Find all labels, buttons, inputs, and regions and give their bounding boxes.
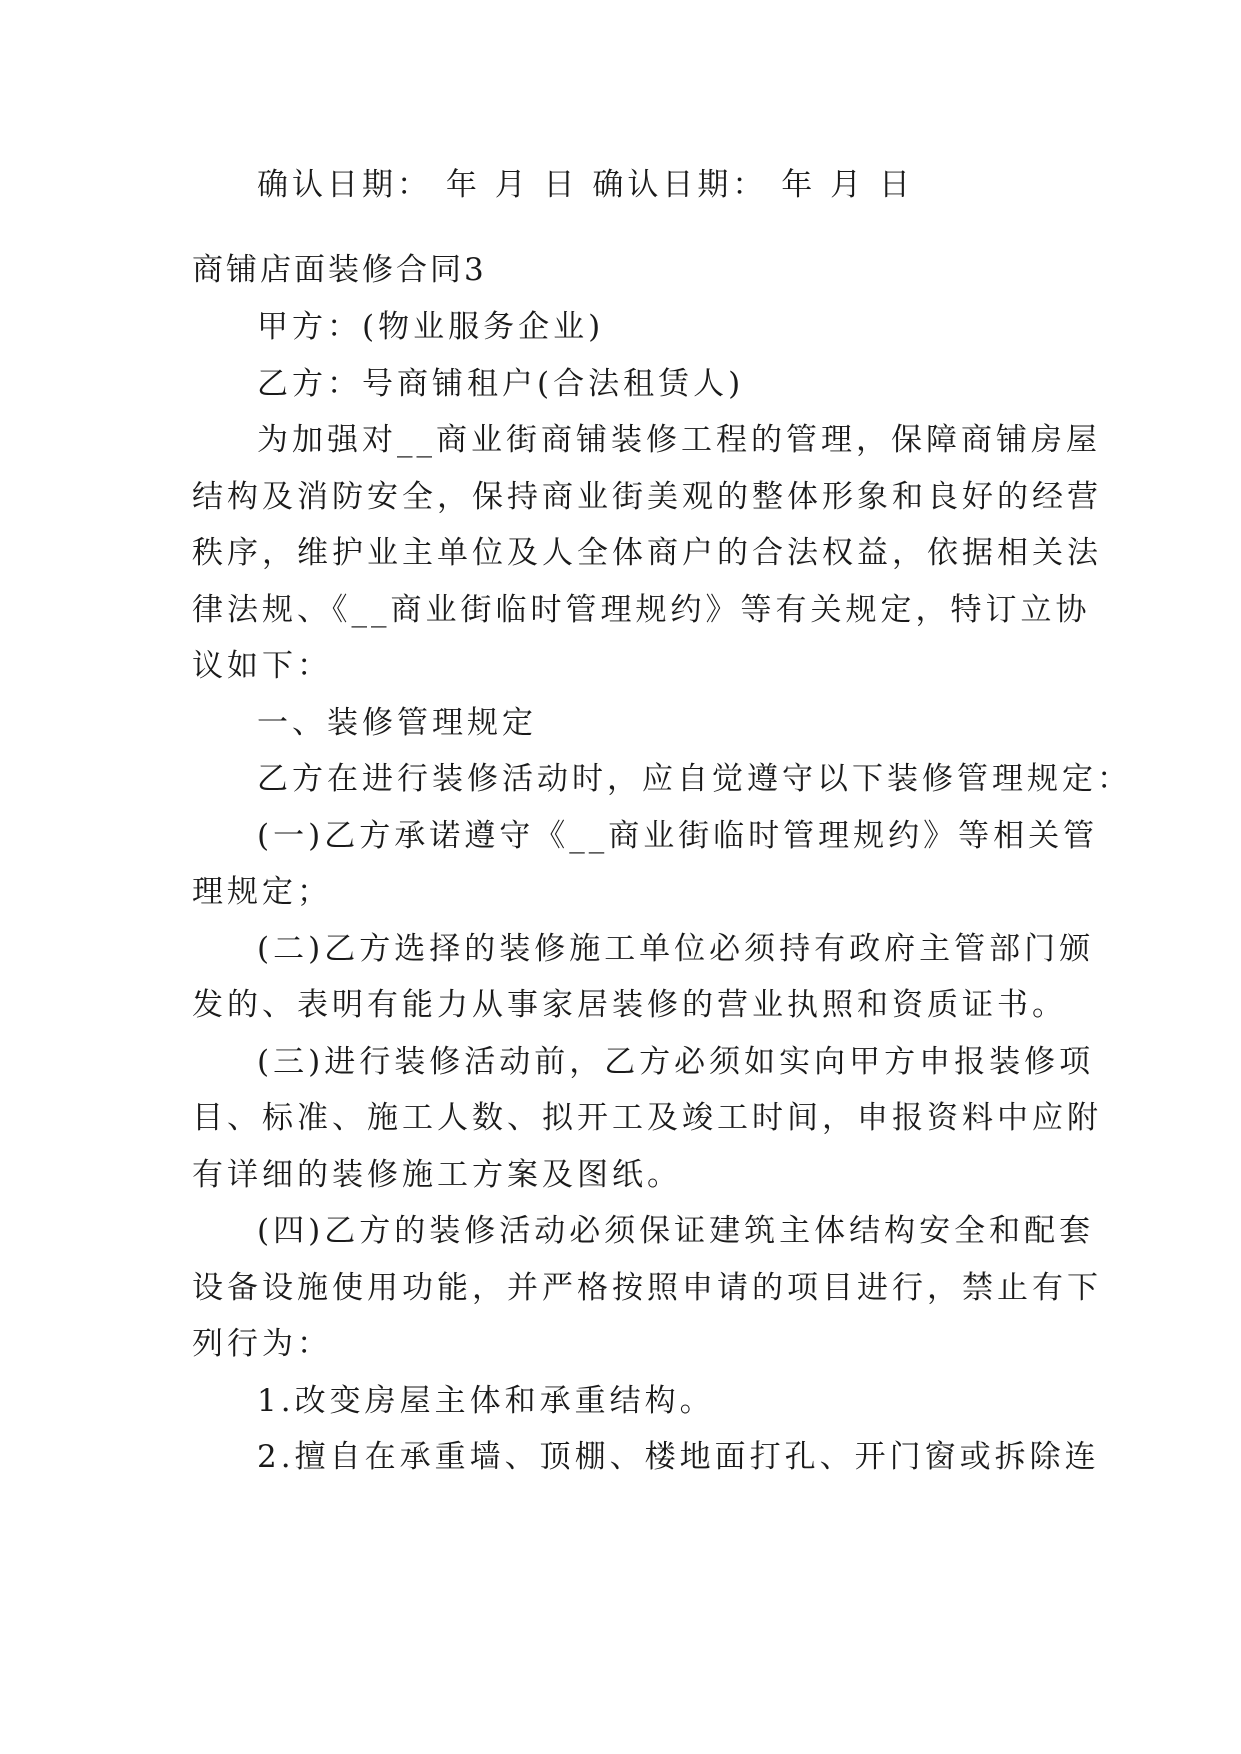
paragraph-line: 目、标准、施工人数、拟开工及竣工时间，申报资料中应附 — [192, 1100, 1102, 1136]
paragraph-line: (二)乙方选择的装修施工单位必须持有政府主管部门颁 — [257, 931, 1095, 967]
list-item: 2.擅自在承重墙、顶棚、楼地面打孔、开门窗或拆除连 — [257, 1439, 1100, 1475]
list-item: 1.改变房屋主体和承重结构。 — [257, 1383, 715, 1419]
paragraph-line: 秩序，维护业主单位及人全体商户的合法权益，依据相关法 — [192, 535, 1102, 571]
paragraph-line: 为加强对__商业街商铺装修工程的管理，保障商铺房屋 — [257, 422, 1101, 458]
section-heading: 一、装修管理规定 — [257, 705, 537, 741]
contract-title: 商铺店面装修合同3 — [192, 252, 487, 288]
confirmation-date-line: 确认日期： 年 月 日 确认日期： 年 月 日 — [257, 167, 914, 203]
paragraph-line: 发的、表明有能力从事家居装修的营业执照和资质证书。 — [192, 987, 1067, 1023]
paragraph-line: (三)进行装修活动前，乙方必须如实向甲方申报装修项 — [257, 1044, 1095, 1080]
paragraph-line: 结构及消防安全，保持商业街美观的整体形象和良好的经营 — [192, 479, 1102, 515]
paragraph-line: 设备设施使用功能，并严格按照申请的项目进行，禁止有下 — [192, 1270, 1102, 1306]
paragraph-line: (一)乙方承诺遵守《__商业街临时管理规约》等相关管 — [257, 818, 1099, 854]
paragraph-line: (四)乙方的装修活动必须保证建筑主体结构安全和配套 — [257, 1213, 1095, 1249]
party-b-line: 乙方：号商铺租户(合法租赁人) — [257, 366, 745, 402]
paragraph-line: 有详细的装修施工方案及图纸。 — [192, 1157, 682, 1193]
paragraph-line: 理规定； — [192, 874, 332, 910]
paragraph-line: 律法规、《__商业街临时管理规约》等有关规定，特订立协 — [192, 592, 1091, 628]
paragraph-line: 乙方在进行装修活动时，应自觉遵守以下装修管理规定： — [257, 761, 1132, 797]
paragraph-line: 议如下： — [192, 648, 332, 684]
paragraph-line: 列行为： — [192, 1326, 332, 1362]
party-a-line: 甲方：(物业服务企业) — [257, 309, 605, 345]
